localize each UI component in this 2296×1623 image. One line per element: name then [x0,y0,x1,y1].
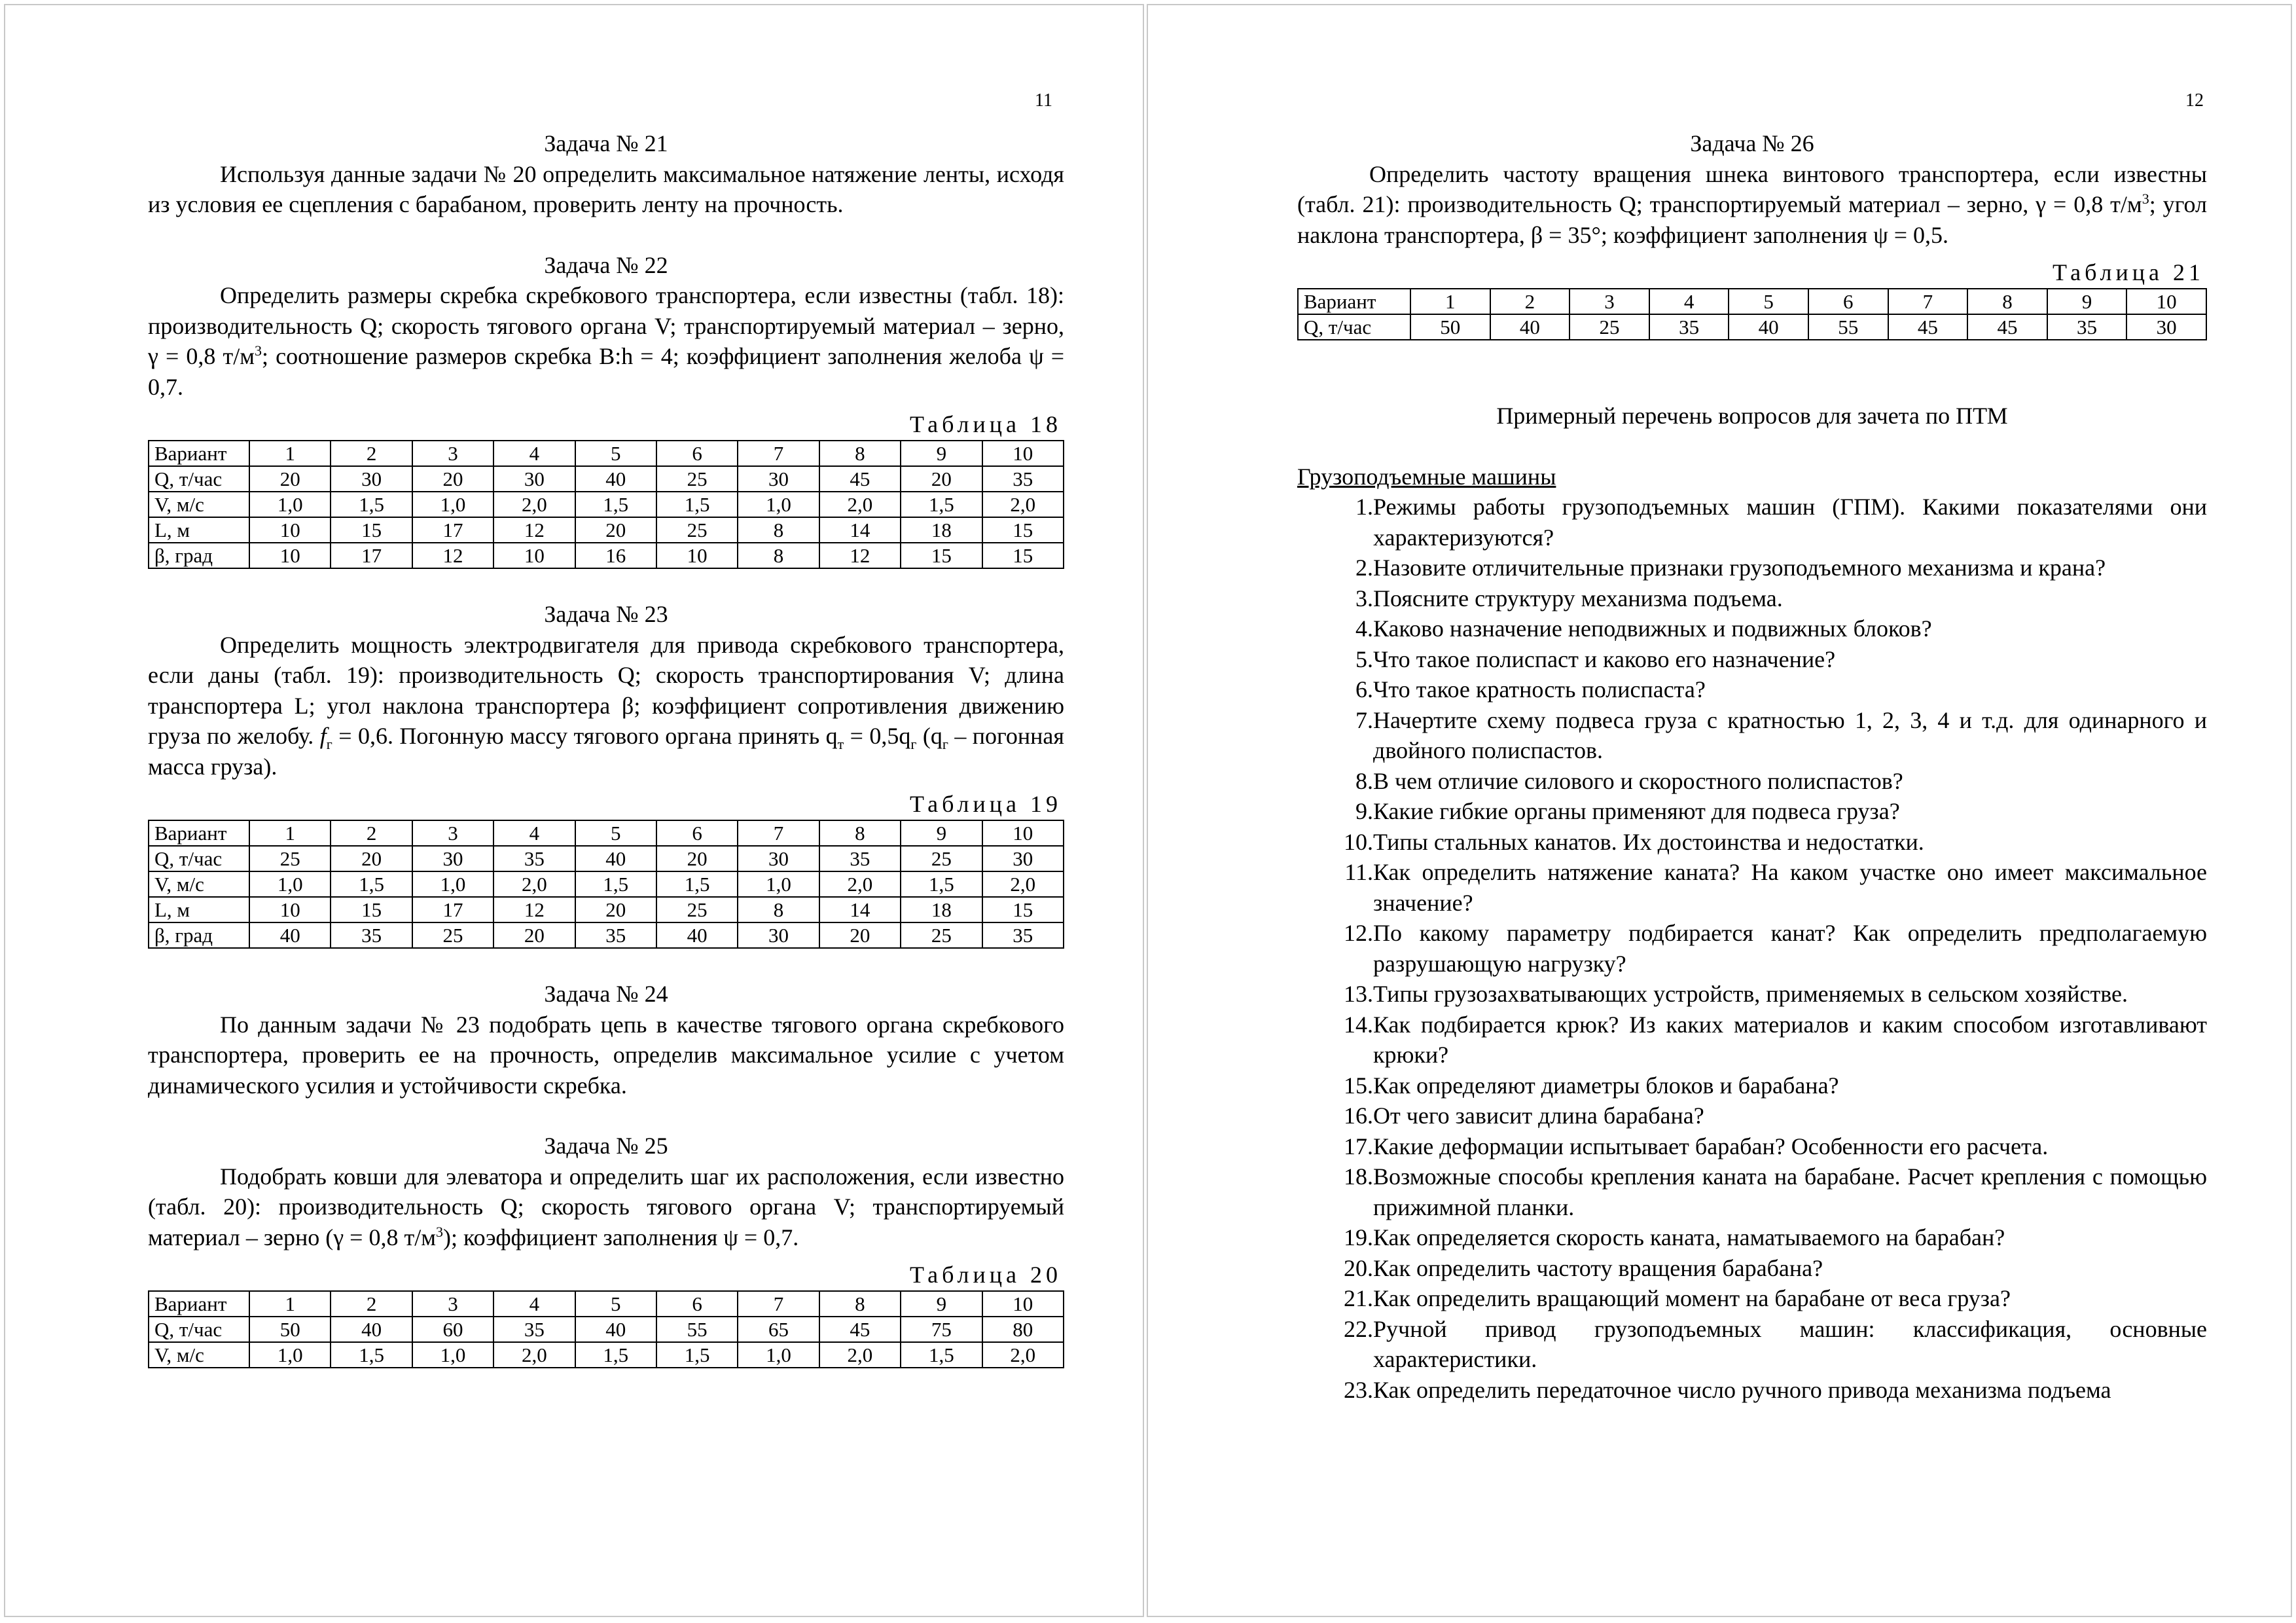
table-cell: 1,5 [331,871,412,897]
row-label-cell: Q, т/час [149,466,249,492]
table-cell: 15 [982,897,1064,922]
table-cell: 40 [575,1317,656,1342]
table-cell: 18 [901,897,982,922]
table-cell: 40 [575,846,656,871]
table-cell: 30 [331,466,412,492]
table-19 [148,820,1064,949]
table-cell: 2,0 [982,871,1064,897]
table-cell: 6 [656,1291,738,1317]
question-number: 4. [1355,615,1373,642]
table-cell: 7 [738,441,819,466]
question-item [1297,1283,2207,1314]
table-cell: 1,0 [412,1342,493,1368]
row-label-cell: V, м/с [149,1342,249,1368]
row-label-cell: β, град [149,543,249,568]
table-cell: 1 [249,820,331,846]
table-cell: 10 [656,543,738,568]
question-item [1297,1375,2207,1406]
table-cell: 8 [819,441,901,466]
table-cell: 35 [2047,314,2127,340]
table-21-caption: Таблица 21 [2053,259,2204,285]
question-number: 20. [1344,1254,1373,1281]
table-cell: 8 [738,517,819,543]
table-cell: 17 [331,543,412,568]
table-cell: 35 [819,846,901,871]
row-label-cell: Q, т/час [1298,314,1410,340]
table-cell: 2,0 [819,492,901,517]
table-cell: 2 [331,820,412,846]
table-cell: 40 [331,1317,412,1342]
table-20-caption: Таблица 20 [910,1262,1062,1288]
section-title: Примерный перечень вопросов для зачета по ПТМ [1496,403,2008,429]
table-row [149,1317,1064,1342]
table-cell: 25 [412,922,493,948]
table-cell: 80 [982,1317,1064,1342]
question-number: 7. [1355,706,1373,733]
table-cell: 1,0 [412,871,493,897]
table-cell: 20 [412,466,493,492]
table-row [149,492,1064,517]
question-text: Ручной привод грузоподъемных машин: классификация, основные характеристики. [1373,1315,2207,1372]
table-row [1298,314,2206,340]
table-cell: 20 [575,517,656,543]
table-cell: 35 [575,922,656,948]
table-cell: 1,5 [656,871,738,897]
table-cell: 50 [1410,314,1490,340]
table-cell: 30 [412,846,493,871]
table-cell: 35 [1649,314,1729,340]
question-number: 11. [1344,859,1373,885]
question-text: Поясните структуру механизма подъема. [1373,585,1783,611]
table-row [149,922,1064,948]
table-cell: 7 [738,820,819,846]
question-text: Как определить передаточное число ручного привода механизма подъема [1373,1376,2111,1403]
table-cell: 25 [656,517,738,543]
table-cell: 1 [249,441,331,466]
table-cell: 9 [901,1291,982,1317]
table-cell: 9 [2047,289,2127,314]
table-cell: 35 [493,1317,575,1342]
question-text: Назовите отличительные признаки грузоподъемного механизма и крана? [1373,555,2106,581]
table-cell: 25 [656,466,738,492]
table-cell: 15 [982,517,1064,543]
question-number: 3. [1355,585,1373,611]
question-item [1297,827,2207,858]
question-item [1297,857,2207,918]
table-header-row [1298,289,2206,314]
question-item [1297,583,2207,614]
table-cell: 16 [575,543,656,568]
question-number: 10. [1344,828,1373,855]
question-number: 21. [1344,1285,1373,1311]
table-cell: 30 [493,466,575,492]
table-cell: 1,5 [901,492,982,517]
task-26-text: Определить частоту вращения шнека винтового транспортера, если известны (табл. 21): производительность Q; транспортируемый материал – зерно, γ = 0,8 $т/м^3$; угол наклона транспортера, β = 35°; коэффициент заполнения ψ = 0,5. [1297,160,2207,248]
table-cell: 15 [901,543,982,568]
question-number: 19. [1344,1224,1373,1250]
question-text: Возможные способы крепления каната на барабане. Расчет крепления с помощью прижимной планки. [1373,1163,2207,1220]
table-cell: 20 [819,922,901,948]
table-cell: 45 [819,466,901,492]
table-cell: 75 [901,1317,982,1342]
table-cell: 45 [1967,314,2047,340]
row-label-cell: L, м [149,517,249,543]
task-25-text: Подобрать ковши для элеватора и определить шаг их расположения, если известно (табл. 20): производительность Q; скорость тягового органа V; транспортируемый материал – зерно (γ = 0,8 $т/м^3$); коэффициент заполнения ψ = 0,7. [148,1163,1064,1250]
table-cell: 25 [656,897,738,922]
task-22-title: Задача № 22 [544,251,668,278]
table-19-caption: Таблица 19 [910,791,1062,817]
table-cell: 1,0 [738,492,819,517]
table-cell: 17 [412,897,493,922]
table-cell: 5 [575,820,656,846]
table-cell: 20 [249,466,331,492]
question-text: Какие гибкие органы применяют для подвеса груза? [1373,798,1900,824]
question-item [1297,1010,2207,1070]
table-cell: 1,5 [331,1342,412,1368]
table-cell: 30 [2126,314,2206,340]
table-cell: 3 [1570,289,1649,314]
question-item [1297,644,2207,675]
table-cell: 10 [2126,289,2206,314]
task-21-text: Используя данные задачи № 20 определить максимальное натяжение ленты, исходя из условия ее сцепления с барабаном, проверить ленту на прочность. [148,160,1064,217]
table-cell: 5 [575,441,656,466]
table-row [149,543,1064,568]
questions-list [1297,492,2207,1405]
table-cell: 1,0 [249,492,331,517]
question-text: Что такое кратность полиспаста? [1373,676,1706,702]
table-cell: 30 [982,846,1064,871]
question-number: 18. [1344,1163,1373,1190]
question-item [1297,979,2207,1010]
table-cell: 55 [656,1317,738,1342]
left-page [4,4,1144,1617]
table-cell: 10 [982,441,1064,466]
table-cell: 35 [982,922,1064,948]
table-cell: 4 [493,1291,575,1317]
table-row [149,1342,1064,1368]
table-cell: 40 [656,922,738,948]
table-cell: 12 [493,517,575,543]
row-label-cell: Вариант [149,820,249,846]
question-number: 12. [1344,920,1373,946]
row-label-cell: β, град [149,922,249,948]
table-cell: 4 [493,820,575,846]
table-cell: 2,0 [819,871,901,897]
table-cell: 10 [982,820,1064,846]
question-number: 23. [1344,1376,1373,1403]
table-cell: 12 [819,543,901,568]
table-cell: 10 [249,897,331,922]
table-cell: 3 [412,441,493,466]
question-item [1297,492,2207,553]
question-text: Как определяется скорость каната, наматываемого на барабан? [1373,1224,2005,1250]
table-cell: 9 [901,820,982,846]
table-cell: 8 [819,820,901,846]
question-item [1297,1253,2207,1284]
question-item [1297,674,2207,705]
table-cell: 5 [1729,289,1808,314]
table-cell: 12 [493,897,575,922]
table-cell: 7 [738,1291,819,1317]
table-cell: 5 [575,1291,656,1317]
question-text: Что такое полиспаст и каково его назначение? [1373,646,1836,672]
table-cell: 1,5 [656,492,738,517]
table-cell: 40 [1490,314,1570,340]
table-cell: 12 [412,543,493,568]
table-cell: 1 [249,1291,331,1317]
task-21-title: Задача № 21 [544,130,668,156]
table-cell: 1,0 [738,871,819,897]
question-text: Как подбирается крюк? Из каких материалов и каким способом изготавливают крюки? [1373,1011,2207,1068]
table-cell: 2,0 [493,871,575,897]
table-cell: 6 [656,820,738,846]
question-item [1297,553,2207,583]
table-cell: 10 [982,1291,1064,1317]
table-cell: 4 [1649,289,1729,314]
table-row [149,897,1064,922]
table-cell: 4 [493,441,575,466]
table-cell: 2 [331,1291,412,1317]
question-number: 2. [1355,555,1373,581]
table-cell: 1,5 [575,871,656,897]
question-item [1297,1070,2207,1101]
table-header-row [149,820,1064,846]
table-cell: 35 [493,846,575,871]
table-cell: 3 [412,820,493,846]
left-page-content [148,128,1064,1368]
table-cell: 30 [738,466,819,492]
row-label-cell: L, м [149,897,249,922]
question-item [1297,1314,2207,1375]
row-label-cell: Вариант [1298,289,1410,314]
question-number: 22. [1344,1315,1373,1342]
table-cell: 30 [738,846,819,871]
table-20 [148,1290,1064,1368]
row-label-cell: Вариант [149,441,249,466]
table-cell: 14 [819,897,901,922]
table-cell: 10 [249,517,331,543]
right-page [1147,4,2292,1617]
table-row [149,871,1064,897]
table-cell: 2,0 [819,1342,901,1368]
table-cell: 40 [1729,314,1808,340]
task-24-title: Задача № 24 [544,981,668,1007]
table-cell: 9 [901,441,982,466]
table-cell: 35 [982,466,1064,492]
table-cell: 1,0 [412,492,493,517]
table-row [149,846,1064,871]
task-22-text: Определить размеры скребка скребкового транспортера, если известны (табл. 18): производительность Q; скорость тягового органа V; транспортируемый материал – зерно, γ = 0,8 $т/м^3$; соотношение размеров скребка В:h = 4; коэффициент заполнения желоба ψ = 0,7. [148,282,1064,400]
table-cell: 20 [575,897,656,922]
question-item [1297,613,2207,644]
subheading-lifting-machines: Грузоподъемные машины [1297,463,1556,490]
task-25-title: Задача № 25 [544,1133,668,1159]
table-cell: 10 [249,543,331,568]
table-cell: 1,0 [249,871,331,897]
task-26-title: Задача № 26 [1690,130,1814,156]
table-cell: 35 [331,922,412,948]
row-label-cell: V, м/с [149,492,249,517]
table-header-row [149,441,1064,466]
table-cell: 6 [1808,289,1888,314]
question-item [1297,1161,2207,1222]
row-label-cell: Q, т/час [149,846,249,871]
question-item [1297,766,2207,797]
table-cell: 8 [738,543,819,568]
table-cell: 6 [656,441,738,466]
table-cell: 2,0 [493,492,575,517]
question-text: Как определить частоту вращения барабана? [1373,1254,1823,1281]
table-row [149,517,1064,543]
table-cell: 2 [331,441,412,466]
table-cell: 1,5 [575,492,656,517]
table-cell: 10 [493,543,575,568]
table-cell: 55 [1808,314,1888,340]
question-text: В чем отличие силового и скоростного полиспастов? [1373,767,1903,794]
question-item [1297,1222,2207,1253]
table-cell: 20 [493,922,575,948]
table-18 [148,440,1064,569]
table-cell: 3 [412,1291,493,1317]
table-cell: 15 [331,517,412,543]
question-text: По какому параметру подбирается канат? Как определить предполагаемую разрушающую нагрузку? [1373,920,2207,977]
question-number: 6. [1355,676,1373,702]
question-text: Режимы работы грузоподъемных машин (ГПМ). Какими показателями они характеризуются? [1373,494,2207,551]
table-cell: 20 [331,846,412,871]
question-number: 17. [1344,1133,1373,1159]
table-cell: 25 [1570,314,1649,340]
question-text: Какие деформации испытывает барабан? Особенности его расчета. [1373,1133,2049,1159]
question-number: 1. [1355,494,1373,520]
table-cell: 25 [249,846,331,871]
table-cell: 8 [819,1291,901,1317]
table-cell: 30 [738,922,819,948]
table-cell: 60 [412,1317,493,1342]
table-cell: 2,0 [982,492,1064,517]
table-cell: 1,5 [901,871,982,897]
question-item [1297,796,2207,827]
table-cell: 7 [1888,289,1968,314]
table-cell: 25 [901,846,982,871]
row-label-cell: Вариант [149,1291,249,1317]
table-21 [1297,288,2207,340]
table-cell: 15 [331,897,412,922]
question-number: 9. [1355,798,1373,824]
task-24-text: По данным задачи № 23 подобрать цепь в качестве тягового органа скребкового транспортера, проверить ее на прочность, определив максимальное усилие с учетом динамического усилия и устойчивости скребка. [148,1011,1064,1099]
question-item [1297,705,2207,766]
question-text: Как определяют диаметры блоков и барабана? [1373,1072,1839,1099]
question-text: Начертите схему подвеса груза с кратностью 1, 2, 3, 4 и т.д. для одинарного и двойного полиспастов. [1373,706,2207,763]
row-label-cell: V, м/с [149,871,249,897]
table-header-row [149,1291,1064,1317]
question-number: 14. [1344,1011,1373,1038]
question-text: Как определить натяжение каната? На каком участке оно имеет максимальное значение? [1373,859,2207,916]
table-cell: 1 [1410,289,1490,314]
table-cell: 40 [249,922,331,948]
table-cell: 2,0 [493,1342,575,1368]
question-text: От чего зависит длина барабана? [1373,1103,1704,1129]
task-23-title: Задача № 23 [544,601,668,627]
table-cell: 40 [575,466,656,492]
page-number: 11 [1035,90,1052,111]
table-cell: 1,0 [249,1342,331,1368]
question-number: 5. [1355,646,1373,672]
question-item [1297,1101,2207,1131]
table-cell: 17 [412,517,493,543]
table-cell: 8 [1967,289,2047,314]
table-cell: 45 [1888,314,1968,340]
table-cell: 15 [982,543,1064,568]
table-cell: 1,5 [656,1342,738,1368]
page-number: 12 [2185,90,2204,111]
question-number: 16. [1344,1103,1373,1129]
question-number: 8. [1355,767,1373,794]
question-text: Типы стальных канатов. Их достоинства и недостатки. [1373,828,1924,855]
question-text: Как определить вращающий момент на барабане от веса груза? [1373,1285,2011,1311]
table-cell: 14 [819,517,901,543]
table-cell: 20 [901,466,982,492]
table-cell: 65 [738,1317,819,1342]
question-text: Каково назначение неподвижных и подвижных блоков? [1373,615,1932,642]
question-text: Типы грузозахватывающих устройств, применяемых в сельском хозяйстве. [1373,981,2128,1007]
table-cell: 1,5 [331,492,412,517]
table-row [149,466,1064,492]
table-cell: 1,0 [738,1342,819,1368]
question-item [1297,1131,2207,1162]
question-number: 13. [1344,981,1373,1007]
task-23-text: Определить мощность электродвигателя для привода скребкового транспортера, если даны (табл. 19): производительность Q; скорость транспортирования V; длина транспортера L; угол наклона транспортера β; коэффициент сопротивления движению груза по желобу. $f_г = 0,6$. Погонную массу тягового органа принять $q_т = 0,5q_г$ ($q_г$ – погонная масса груза). [148,631,1064,780]
row-label-cell: Q, т/час [149,1317,249,1342]
question-number: 15. [1344,1072,1373,1099]
table-cell: 45 [819,1317,901,1342]
table-cell: 25 [901,922,982,948]
table-cell: 1,5 [575,1342,656,1368]
table-cell: 2,0 [982,1342,1064,1368]
table-cell: 50 [249,1317,331,1342]
right-page-content [1297,128,2207,1405]
table-cell: 2 [1490,289,1570,314]
table-18-caption: Таблица 18 [910,411,1062,437]
table-cell: 8 [738,897,819,922]
table-cell: 20 [656,846,738,871]
question-item [1297,918,2207,979]
table-cell: 18 [901,517,982,543]
table-cell: 1,5 [901,1342,982,1368]
